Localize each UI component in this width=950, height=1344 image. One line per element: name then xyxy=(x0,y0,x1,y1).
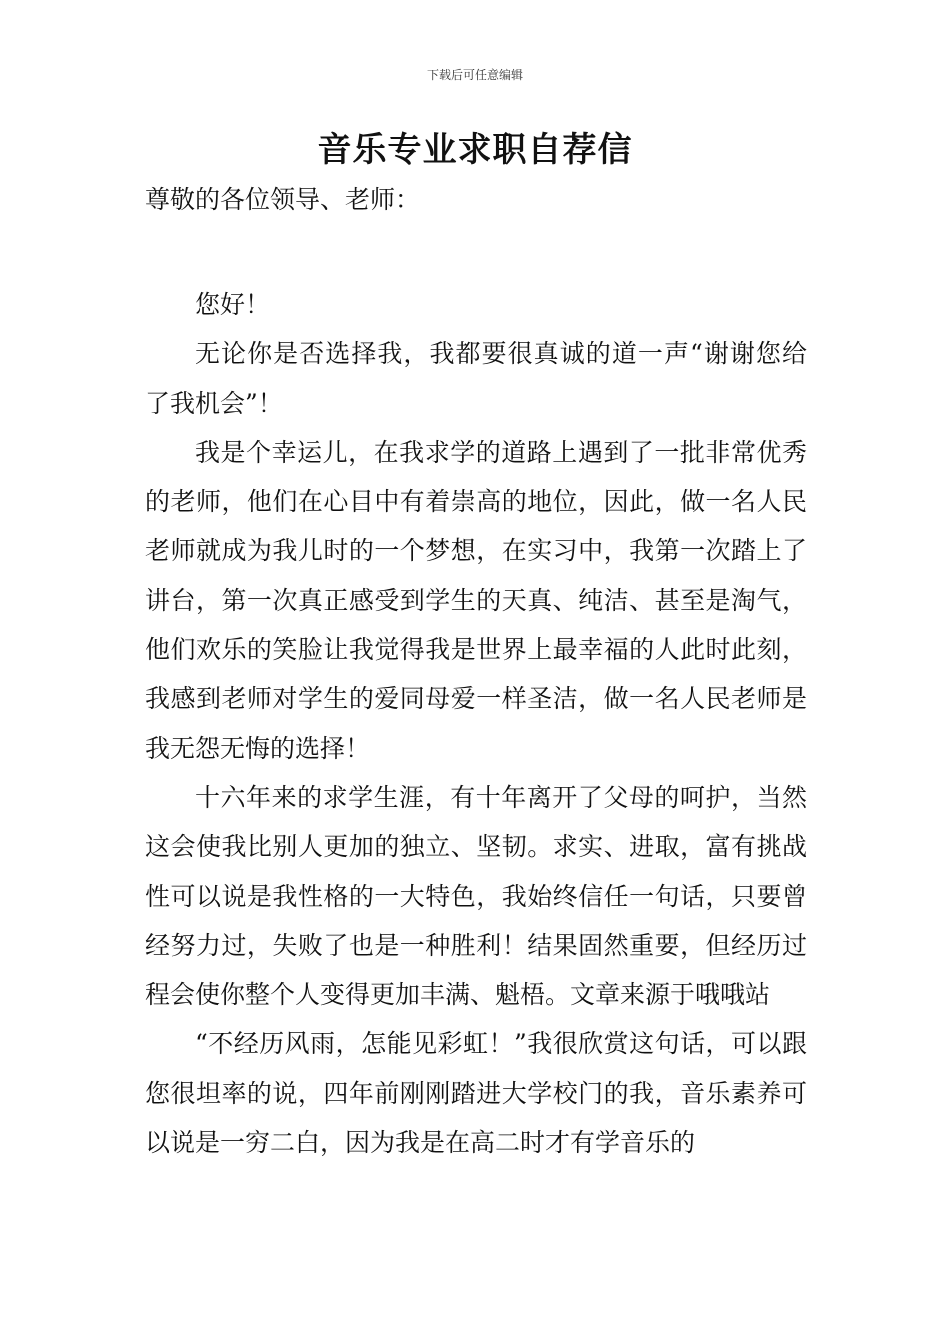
body-paragraph: 我是个幸运儿，在我求学的道路上遇到了一批非常优秀的老师，他们在心目中有着崇高的地位，因此，做一名人民老师就成为我儿时的一个梦想，在实习中，我第一次踏上了讲台，第一次真正感受到学生的天真、纯洁、甚至是淘气，他们欢乐的笑脸让我觉得我是世界上最幸福的人此时此刻，我感到老师对学生的爱同母爱一样圣洁，做一名人民老师是我无怨无悔的选择！ xyxy=(145,437,807,763)
letter-body xyxy=(145,280,807,1167)
salutation: 尊敬的各位领导、老师： xyxy=(145,185,421,214)
header-note: 下载后可任意编辑 xyxy=(426,68,523,82)
body-paragraph: 无论你是否选择我，我都要很真诚的道一声“谢谢您给了我机会”！ xyxy=(145,339,807,418)
body-paragraph: “不经历风雨，怎能见彩虹！”我很欣赏这句话，可以跟您很坦率的说，四年前刚刚踏进大学校门的我，音乐素养可以说是一穷二白，因为我是在高二时才有学音乐的 xyxy=(145,1029,807,1158)
greeting-paragraph: 您好！ xyxy=(195,290,271,319)
document-title: 音乐专业求职自荐信 xyxy=(317,130,633,170)
body-paragraph: 十六年来的求学生涯，有十年离开了父母的呵护，当然这会使我比别人更加的独立、坚韧。求实、进取，富有挑战性可以说是我性格的一大特色，我始终信任一句话，只要曾经努力过，失败了也是一种胜利！结果固然重要，但经历过程会使你整个人变得更加丰满、魁梧。文章来源于哦哦站 xyxy=(145,782,807,1010)
